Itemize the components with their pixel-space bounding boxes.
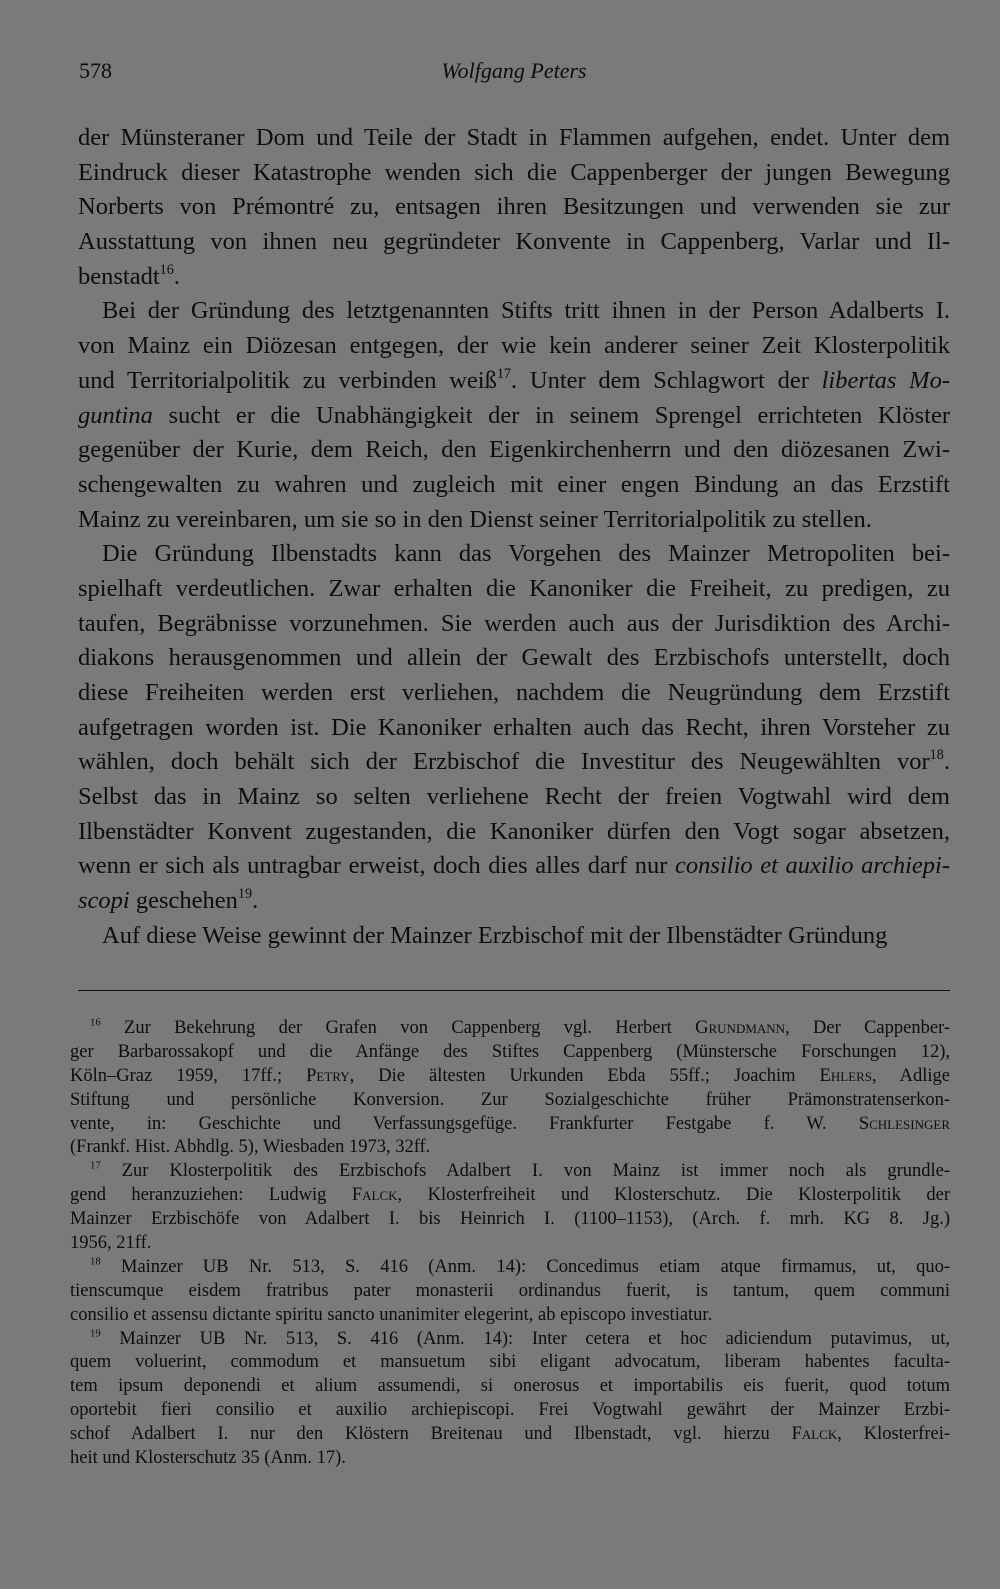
text-run: . (252, 887, 259, 915)
text-run: schof Adalbert I. nur den Klöstern Breitenau und Ilbenstadt, vgl. hierzu (70, 1424, 792, 1445)
text-run: Ilbenstädter Konvent zugestanden, die Kanoniker dürfen den Vogt sogar absetzen, (78, 817, 950, 845)
text-run: quem voluerint, commodum et mansuetum sibi eligant advocatum, liberam habentes faculta- (70, 1352, 950, 1373)
text-line (78, 260, 950, 295)
text-run: , Der Cappenber- (785, 1018, 950, 1038)
footnote-line (70, 1089, 950, 1113)
text-line (78, 745, 950, 780)
text-run: vente, in: Geschichte und Verfassungsgefüge. Frankfurter Festgabe f. W. (70, 1113, 859, 1134)
text-line (78, 711, 950, 746)
text-run: Stiftung und persönliche Konversion. Zur Sozialgeschichte früher Prämonstratenserkon- (70, 1089, 950, 1110)
italic-text: scopi (78, 887, 130, 915)
main-text (78, 121, 950, 954)
text-line (78, 676, 950, 711)
text-run: geschehen (129, 887, 238, 915)
text-line (78, 399, 950, 434)
text-line (78, 190, 950, 225)
text-run: aufgetragen worden ist. Die Kanoniker erhalten auch das Recht, ihren Vorsteher zu (78, 713, 950, 741)
text-line (78, 364, 950, 399)
text-run: Selbst das in Mainz so selten verliehene Recht der freien Vogtwahl wird dem (78, 783, 950, 811)
text-line (78, 884, 950, 919)
footnote-line (70, 1136, 950, 1160)
footnote-line (70, 1208, 950, 1232)
text-line (78, 329, 950, 364)
text-run: schengewalten zu wahren und zugleich mit einer engen Bindung an das Erzstift (78, 470, 950, 498)
text-run: 1956, 21ff. (70, 1233, 152, 1254)
text-run: sucht er die Unabhängigkeit der in seinem Sprengel errichteten Klöster (152, 401, 950, 429)
text-run: Die Gründung Ilbenstadts kann das Vorgehen des Mainzer Metropoliten bei- (102, 540, 950, 568)
text-run: taufen, Begräbnisse vorzunehmen. Sie werden auch aus der Jurisdiktion des Archi- (78, 609, 950, 637)
footnote-line (70, 1017, 950, 1041)
footnote-line (70, 1232, 950, 1256)
text-run: gend heranzuziehen: Ludwig (70, 1185, 352, 1206)
text-line (78, 433, 950, 468)
text-run: Ausstattung von ihnen neu gegründeter Konvente in Cappenberg, Varlar und Il- (78, 228, 950, 256)
footnote-line (70, 1423, 950, 1447)
footnote-line (70, 1351, 950, 1375)
text-run: der Münsteraner Dom und Teile der Stadt in Flammen aufgehen, endet. Unter dem (78, 124, 950, 151)
footnote-line (70, 1113, 950, 1137)
text-run: Zur Klosterpolitik des Erzbischofs Adalbert I. von Mainz ist immer noch als grundle- (100, 1161, 950, 1182)
note-ref: 19 (90, 1327, 101, 1340)
text-run: . (173, 262, 180, 290)
text-line (78, 294, 950, 329)
note-ref: 18 (929, 747, 944, 764)
text-run: ger Barbarossakopf und die Anfänge des Stiftes Cappenberg (Münstersche Forschungen 12), (70, 1041, 950, 1062)
text-line (78, 156, 950, 191)
footnote-line (70, 1065, 950, 1089)
author-name: Grundmann (695, 1018, 786, 1038)
text-run: (Frankf. Hist. Abhdlg. 5), Wiesbaden 1973, 32ff. (70, 1137, 431, 1158)
italic-text: consilio et auxilio archiepi- (675, 852, 950, 880)
running-head: Wolfgang Peters (441, 58, 587, 83)
text-run: Mainzer Erzbischöfe von Adalbert I. bis Heinrich I. (1100–1153), (Arch. f. mrh. KG 8. Jg.) (70, 1209, 950, 1230)
footnote-line (70, 1256, 950, 1280)
italic-text: libertas Mo- (821, 366, 950, 394)
text-line (78, 780, 950, 815)
note-ref: 17 (496, 365, 512, 382)
text-run: und Territorialpolitik zu verbinden weiß (78, 366, 497, 394)
text-run: benstadt (78, 262, 160, 290)
author-name: Schlesinger (858, 1113, 950, 1134)
text-run: oportebit fieri consilio et auxilio archiepiscopi. Frei Vogtwahl gewährt der Mainzer Erzbi- (70, 1400, 950, 1421)
text-run: . (943, 748, 950, 776)
text-run: von Mainz ein Diözesan entgegen, der wie kein anderer seiner Zeit Klosterpolitik (78, 332, 950, 360)
footnote-line (70, 1160, 950, 1184)
text-run: , Die ältesten Urkunden Ebda 55ff.; Joachim (349, 1065, 820, 1086)
text-line (78, 225, 950, 260)
text-line (78, 641, 950, 676)
author-name: Falck (791, 1424, 838, 1445)
note-ref: 17 (90, 1160, 101, 1172)
text-run: , Adlige (872, 1065, 950, 1086)
text-run: wählen, doch behält sich der Erzbischof die Investitur des Neugewählten vor (78, 748, 930, 776)
text-run: Norberts von Prémontré zu, entsagen ihren Besitzungen und verwenden sie zur (78, 193, 950, 221)
page-header (79, 58, 949, 88)
text-run: . Unter dem Schlagwort der (511, 366, 822, 394)
footnote-line (70, 1399, 950, 1423)
text-run: gegenüber der Kurie, dem Reich, den Eigenkirchenherrn und den diözesanen Zwi- (78, 436, 950, 464)
note-ref: 16 (159, 261, 174, 278)
footnotes (70, 1017, 950, 1471)
author-name: Ehlers (819, 1065, 873, 1086)
text-run: tem ipsum deponendi et alium assumendi, si onerosus et importabilis eis fuerit, quod totum (70, 1376, 950, 1397)
footnote-separator (78, 990, 950, 991)
text-line (78, 815, 950, 850)
footnote-line (70, 1447, 950, 1471)
text-run: Bei der Gründung des letztgenannten Stifts tritt ihnen in der Person Adalberts I. (102, 297, 950, 325)
text-run: , Klosterfrei- (837, 1424, 950, 1445)
author-name: Petry (306, 1065, 350, 1086)
text-run: tienscumque eisdem fratribus pater monasterii ordinandus fuerit, is tantum, quem communi (70, 1280, 950, 1301)
text-line (78, 849, 950, 884)
author-name: Falck (351, 1185, 398, 1206)
text-run: Eindruck dieser Katastrophe wenden sich die Cappenberger der jungen Bewegung (78, 158, 950, 186)
text-run: consilio et assensu dictante spiritu sancto unanimiter elegerint, ab episcopo investiatur. (70, 1304, 713, 1325)
footnote-line (70, 1184, 950, 1208)
footnote-line (70, 1375, 950, 1399)
footnote-line (70, 1041, 950, 1065)
page-number: 578 (79, 58, 112, 83)
italic-text: guntina (78, 401, 153, 429)
footnote-line (70, 1304, 950, 1328)
text-line (78, 121, 950, 156)
text-run: spielhaft verdeutlichen. Zwar erhalten die Kanoniker die Freiheit, zu predigen, zu (78, 574, 950, 602)
text-line (78, 468, 950, 503)
text-line (78, 607, 950, 642)
text-run: heit und Klosterschutz 35 (Anm. 17). (70, 1448, 346, 1469)
note-ref: 16 (90, 1017, 101, 1029)
text-run: Auf diese Weise gewinnt der Mainzer Erzbischof mit der Ilbenstädter Gründung (102, 921, 888, 949)
text-line (78, 919, 950, 954)
note-ref: 19 (237, 886, 253, 903)
text-line (78, 572, 950, 607)
text-run: , Klosterfreiheit und Klosterschutz. Die Klosterpolitik der (397, 1185, 950, 1206)
text-run: Mainzer UB Nr. 513, S. 416 (Anm. 14): Concedimus etiam atque firmamus, ut, quo- (100, 1256, 950, 1277)
footnote-line (70, 1280, 950, 1304)
text-run: Mainz zu vereinbaren, um sie so in den Dienst seiner Territorialpolitik zu stellen. (78, 505, 872, 533)
text-run: Zur Bekehrung der Grafen von Cappenberg vgl. Herbert (100, 1018, 696, 1038)
text-run: diese Freiheiten werden erst verliehen, nachdem die Neugründung dem Erzstift (78, 679, 950, 706)
text-run: Mainzer UB Nr. 513, S. 416 (Anm. 14): Inter cetera et hoc adiciendum putavimus, ut, (100, 1328, 950, 1349)
text-line (78, 503, 950, 538)
footnote-line (70, 1328, 950, 1352)
note-ref: 18 (90, 1255, 101, 1268)
text-line (78, 537, 950, 572)
text-run: Köln–Graz 1959, 17ff.; (70, 1065, 307, 1086)
text-run: wenn er sich als untragbar erweist, doch dies alles darf nur (78, 852, 676, 880)
text-run: diakons herausgenommen und allein der Gewalt des Erzbischofs unterstellt, doch (78, 644, 950, 672)
